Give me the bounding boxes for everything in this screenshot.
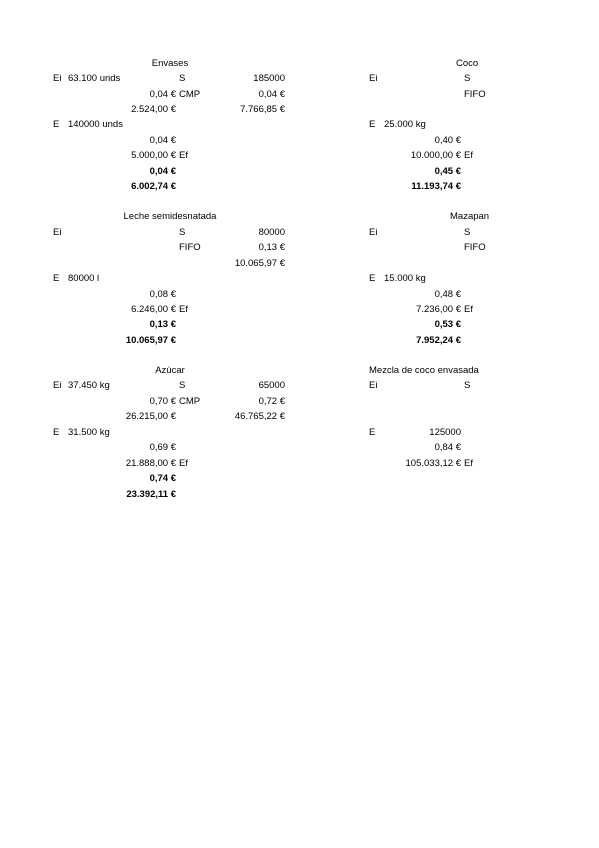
coco-method: FIFO [464, 89, 486, 100]
coco-e-unit: 0,40 € [434, 135, 461, 146]
envases-title: Envases [151, 58, 189, 69]
mazapan-ei-label: Ei [369, 227, 378, 238]
leche-s-value: 10.065,97 € [234, 258, 285, 269]
azucar-e-label: E [53, 427, 60, 438]
azucar-unit-cost: 0,70 € [149, 396, 176, 407]
mazapan-e-unit: 0,48 € [434, 289, 461, 300]
envases-e-unit: 0,04 € [149, 135, 176, 146]
mezcla-e-value: 105.033,12 € [405, 458, 461, 469]
leche-ei-label: Ei [53, 227, 62, 238]
leche-ef-label: Ef [179, 304, 188, 315]
leche-e-label: E [53, 273, 60, 284]
mezcla-ei-label: Ei [369, 380, 378, 391]
mazapan-title: Mazapan [450, 211, 490, 222]
envases-ef-label: Ef [179, 150, 188, 161]
mezcla-e-unit: 0,84 € [434, 442, 461, 453]
azucar-s-unit: 0,72 € [258, 396, 285, 407]
leche-s-unit: 0,13 € [258, 242, 285, 253]
envases-s-label: S [179, 73, 186, 84]
coco-ef-label: Ef [464, 150, 473, 161]
envases-e-qty: 140000 unds [68, 119, 123, 130]
envases-unit-cost: 0,04 € [149, 89, 176, 100]
azucar-ef-label: Ef [179, 458, 188, 469]
mazapan-method: FIFO [464, 242, 486, 253]
mazapan-final-value: 7.952,24 € [416, 335, 461, 346]
mazapan-e-value: 7.236,00 € [416, 304, 461, 315]
azucar-s-label: S [179, 380, 186, 391]
coco-title: Coco [456, 58, 479, 69]
azucar-final-unit: 0,74 € [149, 473, 176, 484]
leche-e-value: 6.246,00 € [131, 304, 176, 315]
coco-e-value: 10.000,00 € [410, 150, 461, 161]
envases-e-label: E [53, 119, 60, 130]
leche-title: Leche semidesnatada [123, 211, 217, 222]
envases-ei-qty: 63.100 unds [68, 73, 121, 84]
coco-ei-label: Ei [369, 73, 378, 84]
coco-e-label: E [369, 119, 376, 130]
azucar-ei-qty: 37.450 kg [68, 380, 110, 391]
azucar-ei-label: Ei [53, 380, 62, 391]
mezcla-title: Mezcla de coco envasada [369, 365, 479, 376]
azucar-title: Azúcar [155, 365, 185, 376]
mazapan-e-label: E [369, 273, 376, 284]
coco-final-unit: 0,45 € [434, 166, 461, 177]
azucar-final-value: 23.392,11 € [126, 489, 176, 500]
coco-e-qty: 25.000 kg [384, 119, 426, 130]
azucar-e-unit: 0,69 € [149, 442, 176, 453]
mezcla-e-label: E [369, 427, 376, 438]
leche-method: FIFO [179, 242, 201, 253]
azucar-method: CMP [179, 396, 201, 407]
envases-s-qty: 185000 [253, 73, 285, 84]
coco-s-label: S [464, 73, 471, 84]
mezcla-ef-label: Ef [464, 458, 473, 469]
coco-final-value: 11.193,74 € [411, 181, 461, 192]
leche-final-value: 10.065,97 € [125, 335, 176, 346]
envases-ei-label: Ei [53, 73, 62, 84]
azucar-s-qty: 65000 [258, 380, 285, 391]
azucar-ei-value: 26.215,00 € [125, 411, 176, 422]
envases-s-unit: 0,04 € [258, 89, 285, 100]
envases-final-unit: 0,04 € [149, 166, 176, 177]
envases-s-value: 7.766,85 € [240, 104, 285, 115]
leche-s-label: S [179, 227, 186, 238]
azucar-s-value: 46.765,22 € [234, 411, 285, 422]
leche-final-unit: 0,13 € [149, 319, 176, 330]
mezcla-e-qty: 125000 [429, 427, 461, 438]
envases-final-value: 6.002,74 € [131, 181, 176, 192]
leche-e-qty: 80000 l [68, 273, 100, 284]
leche-s-qty: 80000 [258, 227, 285, 238]
envases-ei-value: 2.524,00 € [131, 104, 176, 115]
azucar-e-value: 21.888,00 € [125, 458, 176, 469]
leche-e-unit: 0,08 € [149, 289, 176, 300]
envases-method: CMP [179, 89, 201, 100]
mazapan-final-unit: 0,53 € [434, 319, 461, 330]
mazapan-ef-label: Ef [464, 304, 473, 315]
mazapan-s-label: S [464, 227, 471, 238]
azucar-e-qty: 31.500 kg [68, 427, 110, 438]
mezcla-s-label: S [464, 380, 471, 391]
mazapan-e-qty: 15.000 kg [384, 273, 426, 284]
envases-e-value: 5.000,00 € [131, 150, 176, 161]
